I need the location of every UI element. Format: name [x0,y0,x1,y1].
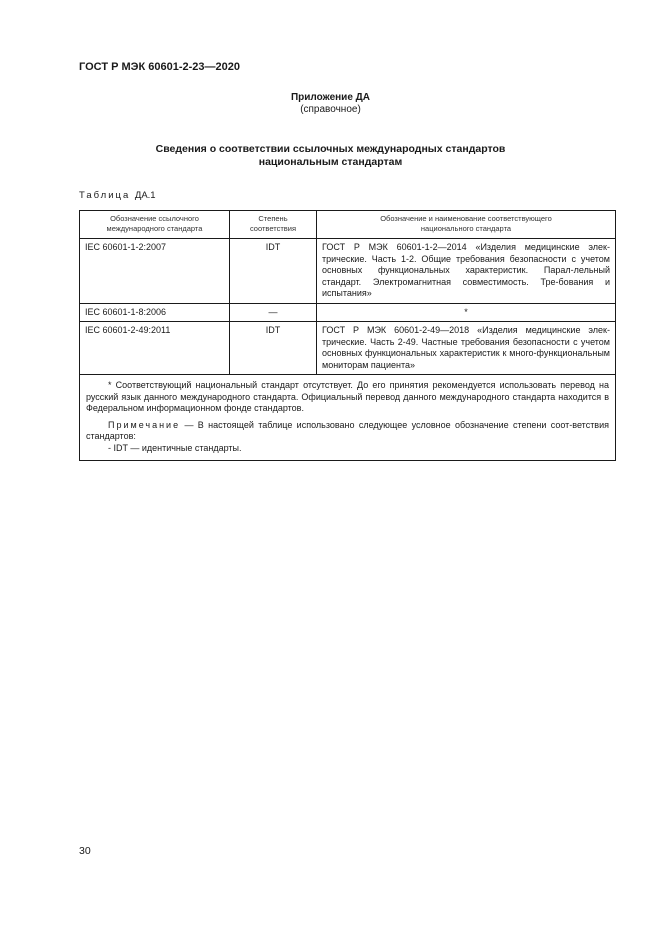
header-national-standard: Обозначение и наименование соответствующего национального стандарта [317,211,616,239]
standards-table [79,210,616,461]
table-notes [80,375,616,461]
table-caption-word: Таблица [79,190,131,201]
appendix-title: Приложение ДА [290,92,371,103]
appendix-heading [0,92,661,116]
cell-national: * [317,303,616,322]
section-heading-line-1: Сведения о соответствии ссылочных международных стандартов [155,143,506,155]
table-footer-row [80,375,616,461]
appendix-subtitle: (справочное) [300,104,361,115]
cell-code: IEC 60601-1-2:2007 [80,239,230,304]
table-header-row [80,211,616,239]
note-label: Примечание [108,419,181,430]
note-text: — В настоящей таблице использовано следующее условное обозначение степени соот-ветствия стандартов: [86,419,609,441]
page-number: 30 [79,845,91,857]
cell-national: ГОСТ Р МЭК 60601-1-2—2014 «Изделия медицинские элек-трические. Часть 1-2. Общие требования безопасности с учетом основных функциональных характеристик. Парал-лельный стандарт. Электромагнитная совместимость. Тре-бования и испытания» [317,239,616,304]
table-caption-number: ДА.1 [134,190,156,201]
cell-degree: — [230,303,317,322]
cell-code: IEC 60601-1-8:2006 [80,303,230,322]
cell-national: ГОСТ Р МЭК 60601-2-49—2018 «Изделия медицинские элек-трические. Часть 2-49. Частные требования безопасности с учетом основных функциональных характеристик к много-функциональным мониторам пациента» [317,322,616,375]
header-international-standard: Обозначение ссылочного международного стандарта [80,211,230,239]
table-caption [79,190,156,201]
section-heading [0,143,661,169]
cell-code: IEC 60601-2-49:2011 [80,322,230,375]
cell-degree: IDT [230,239,317,304]
note [86,420,609,443]
note-item: - IDT — идентичные стандарты. [108,442,242,453]
table-row [80,239,616,304]
header-degree: Степень соответствия [230,211,317,239]
document-code: ГОСТ Р МЭК 60601-2-23—2020 [79,61,240,73]
footnote: * Соответствующий национальный стандарт отсутствует. До его принятия рекомендуется использовать перевод на русский язык данного международного стандарта. Официальный перевод данного международного стандарта находится в Федеральном информационном фонде стандартов. [86,380,609,413]
table-row [80,322,616,375]
section-heading-line-2: национальным стандартам [258,156,403,168]
table-row [80,303,616,322]
cell-degree: IDT [230,322,317,375]
